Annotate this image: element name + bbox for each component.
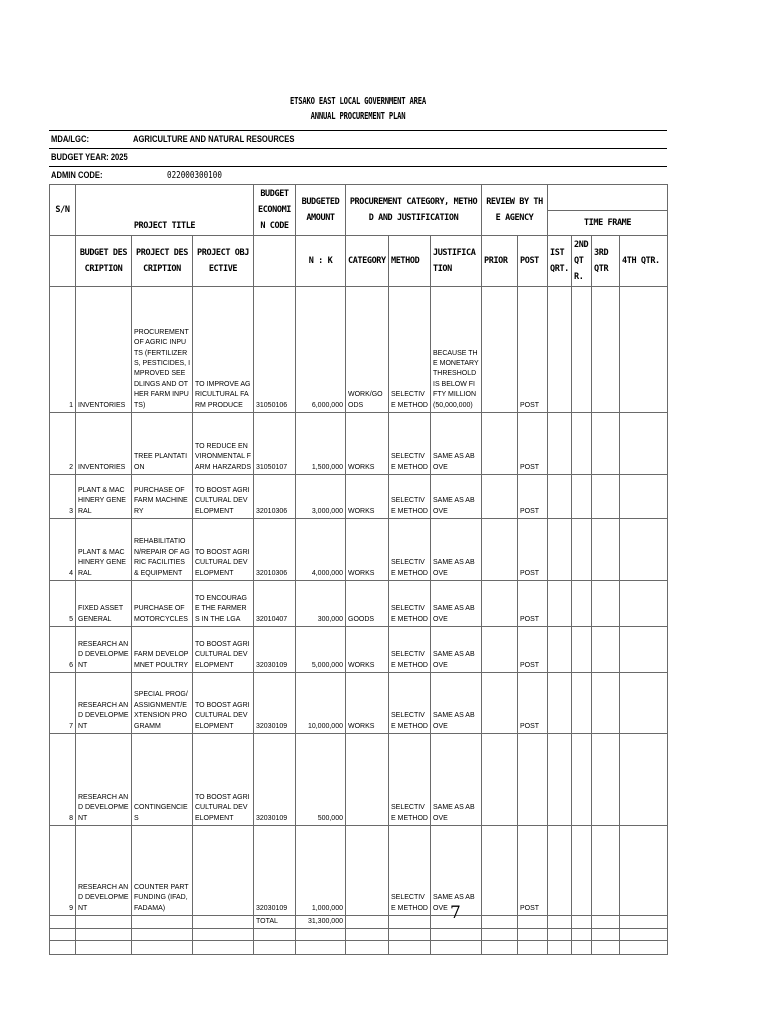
document-header: [49, 94, 667, 124]
q2-cell: [572, 581, 592, 627]
budgeted-amount-header: BUDGETED AMOUNT: [296, 185, 346, 236]
q3-cell: [592, 287, 620, 413]
amount-unit-header: N : K: [296, 236, 346, 287]
justification-cell: BECAUSE THE MONETARY THRESHOLD IS BELOW FIFTY MILLION (50,000,000): [431, 287, 482, 413]
category-header: CATEGORY: [346, 236, 389, 287]
q1-cell: [548, 475, 572, 519]
justification-cell: SAME AS ABOVE: [431, 581, 482, 627]
empty-cell: [76, 941, 132, 955]
prior-header: PRIOR: [482, 236, 518, 287]
empty-cell: [431, 941, 482, 955]
empty-cell: [346, 929, 389, 941]
empty-cell: [431, 929, 482, 941]
header-row-1: [50, 185, 668, 211]
post-header: POST: [518, 236, 548, 287]
prior-cell: [482, 519, 518, 581]
q2-header: 2ND QTR.: [572, 236, 592, 287]
budget-year: BUDGET YEAR: 2025: [51, 152, 128, 163]
project-desc-cell: FARM DEVELOPMNET POULTRY: [132, 627, 193, 673]
prior-cell: [482, 475, 518, 519]
econ-code-cell: 32030109: [254, 734, 296, 826]
q2-cell: [572, 287, 592, 413]
justification-cell: SAME AS ABOVE: [431, 475, 482, 519]
q3-cell: [592, 581, 620, 627]
method-cell: SELECTIVE METHOD: [389, 581, 431, 627]
prior-cell: [482, 673, 518, 734]
mda-row: [49, 130, 667, 149]
prior-cell: [482, 287, 518, 413]
q4-header: 4TH QTR.: [620, 236, 668, 287]
objective-cell: TO ENCOURAGE THE FARMERS IN THE LGA: [193, 581, 254, 627]
budget-desc-cell: RESEARCH AND DEVELOPMENT: [76, 627, 132, 673]
econ-code-cell: 32010306: [254, 519, 296, 581]
method-cell: SELECTIVE METHOD: [389, 475, 431, 519]
justification-cell: SAME AS ABOVE: [431, 627, 482, 673]
project-desc-cell: TREE PLANTATION: [132, 413, 193, 475]
category-cell: WORKS: [346, 475, 389, 519]
econ-code-cell: 32010407: [254, 581, 296, 627]
budget-desc-cell: PLANT & MACHINERY GENERAL: [76, 519, 132, 581]
empty-cell: [620, 916, 668, 929]
objective-cell: TO BOOST AGRICULTURAL DEVELOPMENT: [193, 734, 254, 826]
review-header: REVIEW BY THE AGENCY: [482, 185, 548, 236]
project-title-header: PROJECT TITLE: [76, 185, 254, 236]
post-cell: POST: [518, 627, 548, 673]
empty-cell: [346, 941, 389, 955]
project-objective-header: PROJECT OBJECTIVE: [193, 236, 254, 287]
q4-cell: [620, 519, 668, 581]
amount-cell: 300,000: [296, 581, 346, 627]
objective-cell: TO BOOST AGRICULTURAL DEVELOPMENT: [193, 475, 254, 519]
empty-cell: [518, 929, 548, 941]
amount-cell: 10,000,000: [296, 673, 346, 734]
post-cell: POST: [518, 581, 548, 627]
table-row: [50, 734, 668, 826]
empty-cell: [592, 916, 620, 929]
empty-cell: [132, 929, 193, 941]
q1-cell: [548, 627, 572, 673]
amount-cell: 500,000: [296, 734, 346, 826]
method-cell: SELECTIVE METHOD: [389, 413, 431, 475]
mda-label: MDA/LGC:: [51, 134, 89, 145]
empty-cell: [50, 916, 76, 929]
q3-cell: [592, 413, 620, 475]
q2-cell: [572, 673, 592, 734]
admin-value: 022000300100: [167, 170, 222, 181]
post-cell: POST: [518, 413, 548, 475]
sn-cell: 1: [50, 287, 76, 413]
q4-cell: [620, 413, 668, 475]
q1-cell: [548, 673, 572, 734]
post-cell: [518, 734, 548, 826]
q2-cell: [572, 413, 592, 475]
objective-cell: TO BOOST AGRICULTURAL DEVELOPMENT: [193, 627, 254, 673]
method-header: METHOD: [389, 236, 431, 287]
sn-cell: 9: [50, 826, 76, 916]
table-row: [50, 287, 668, 413]
page-number: 7: [450, 903, 461, 923]
empty-cell: [592, 941, 620, 955]
table-row: [50, 826, 668, 916]
justification-header: JUSTIFICATION: [431, 236, 482, 287]
sn-cell: 2: [50, 413, 76, 475]
empty-cell: [50, 941, 76, 955]
q1-cell: [548, 826, 572, 916]
q4-cell: [620, 475, 668, 519]
objective-cell: TO BOOST AGRICULTURAL DEVELOPMENT: [193, 673, 254, 734]
empty-cell: [50, 929, 76, 941]
empty-row: [50, 941, 668, 955]
prior-cell: [482, 826, 518, 916]
justification-cell: SAME AS ABOVE: [431, 826, 482, 916]
budget-desc-cell: PLANT & MACHINERY GENERAL: [76, 475, 132, 519]
admin-code-row: [49, 166, 667, 185]
q3-cell: [592, 519, 620, 581]
empty-cell: [620, 941, 668, 955]
category-cell: WORKS: [346, 413, 389, 475]
sn-cell: 4: [50, 519, 76, 581]
empty-cell: [132, 941, 193, 955]
empty-cell: [193, 916, 254, 929]
justification-cell: SAME AS ABOVE: [431, 673, 482, 734]
mda-value: AGRICULTURE AND NATURAL RESOURCES: [133, 134, 295, 145]
budget-desc-cell: FIXED ASSET GENERAL: [76, 581, 132, 627]
project-desc-cell: CONTINGENCIES: [132, 734, 193, 826]
q1-cell: [548, 519, 572, 581]
econ-code-header: BUDGET ECONOMIN CODE: [254, 185, 296, 236]
budget-desc-cell: INVENTORIES: [76, 287, 132, 413]
econ-code-cell: 32030109: [254, 627, 296, 673]
empty-cell: [548, 941, 572, 955]
q1-cell: [548, 413, 572, 475]
empty-cell: [482, 916, 518, 929]
project-desc-cell: COUNTER PART FUNDING (IFAD, FADAMA): [132, 826, 193, 916]
q3-cell: [592, 826, 620, 916]
prior-cell: [482, 734, 518, 826]
table-row: [50, 581, 668, 627]
post-cell: POST: [518, 673, 548, 734]
prior-cell: [482, 581, 518, 627]
total-label: TOTAL: [254, 916, 296, 929]
objective-cell: TO BOOST AGRICULTURAL DEVELOPMENT: [193, 519, 254, 581]
prior-cell: [482, 627, 518, 673]
table-row: [50, 413, 668, 475]
q4-cell: [620, 287, 668, 413]
category-cell: WORKS: [346, 519, 389, 581]
empty-cell: [254, 929, 296, 941]
q1-header: IST QRT.: [548, 236, 572, 287]
budget-desc-cell: RESEARCH AND DEVELOPMENT: [76, 673, 132, 734]
sn-cell: 3: [50, 475, 76, 519]
q2-cell: [572, 734, 592, 826]
empty-cell: [518, 941, 548, 955]
justification-cell: SAME AS ABOVE: [431, 519, 482, 581]
q3-cell: [592, 627, 620, 673]
post-cell: POST: [518, 519, 548, 581]
sn-header: S/N: [50, 185, 76, 236]
method-cell: SELECTIVE METHOD: [389, 627, 431, 673]
post-cell: POST: [518, 475, 548, 519]
econ-code-cell: 31050107: [254, 413, 296, 475]
q1-cell: [548, 581, 572, 627]
econ-code-cell: 32030109: [254, 673, 296, 734]
procurement-header: PROCUREMENT CATEGORY, METHOD AND JUSTIFICATION: [346, 185, 482, 236]
sn-cell: 6: [50, 627, 76, 673]
empty-cell: [346, 916, 389, 929]
q4-cell: [620, 627, 668, 673]
q1-cell: [548, 734, 572, 826]
project-desc-cell: PURCHASE OF MOTORCYCLES: [132, 581, 193, 627]
budget-desc-cell: INVENTORIES: [76, 413, 132, 475]
table-row: [50, 475, 668, 519]
category-cell: WORK/GOODS: [346, 287, 389, 413]
method-cell: SELECTIVE METHOD: [389, 287, 431, 413]
objective-cell: TO IMPROVE AGRICULTURAL FARM PRODUCE: [193, 287, 254, 413]
method-cell: SELECTIVE METHOD: [389, 734, 431, 826]
empty-cell: [76, 916, 132, 929]
justification-cell: SAME AS ABOVE: [431, 734, 482, 826]
econ-code-cell: 32030109: [254, 826, 296, 916]
empty-cell: [254, 941, 296, 955]
method-cell: SELECTIVE METHOD: [389, 826, 431, 916]
empty-cell: [518, 916, 548, 929]
amount-cell: 6,000,000: [296, 287, 346, 413]
document-subtitle: ANNUAL PROCUREMENT PLAN: [310, 111, 406, 122]
total-row: [50, 916, 668, 929]
empty-cell: [389, 941, 431, 955]
amount-cell: 5,000,000: [296, 627, 346, 673]
amount-cell: 3,000,000: [296, 475, 346, 519]
empty-cell: [572, 929, 592, 941]
time-frame-header: TIME FRAME: [548, 211, 668, 236]
empty-cell: [572, 941, 592, 955]
table-row: [50, 673, 668, 734]
econ-code-cell: 31050106: [254, 287, 296, 413]
econ-code-cell: 32010306: [254, 475, 296, 519]
category-cell: WORKS: [346, 627, 389, 673]
table-row: [50, 627, 668, 673]
empty-row: [50, 929, 668, 941]
q4-cell: [620, 734, 668, 826]
category-cell: [346, 826, 389, 916]
method-cell: SELECTIVE METHOD: [389, 673, 431, 734]
time-frame-spacer: [548, 185, 668, 211]
project-desc-cell: SPECIAL PROG/ASSIGNMENT/EXTENSION PROGRAMM: [132, 673, 193, 734]
justification-cell: SAME AS ABOVE: [431, 413, 482, 475]
project-desc-cell: REHABILITATION/REPAIR OF AGRIC FACILITIES & EQUIPMENT: [132, 519, 193, 581]
budget-desc-cell: RESEARCH AND DEVELOPMENT: [76, 826, 132, 916]
empty-cell: [193, 941, 254, 955]
q3-header: 3RD QTR: [592, 236, 620, 287]
q2-cell: [572, 826, 592, 916]
amount-cell: 4,000,000: [296, 519, 346, 581]
empty-cell: [482, 929, 518, 941]
document-title: ETSAKO EAST LOCAL GOVERNMENT AREA: [290, 96, 426, 107]
q1-cell: [548, 287, 572, 413]
sn-subheader: [50, 236, 76, 287]
category-cell: WORKS: [346, 673, 389, 734]
q2-cell: [572, 627, 592, 673]
empty-cell: [592, 929, 620, 941]
empty-cell: [548, 916, 572, 929]
sn-cell: 8: [50, 734, 76, 826]
project-description-header: PROJECT DESCRIPTION: [132, 236, 193, 287]
method-cell: SELECTIVE METHOD: [389, 519, 431, 581]
q4-cell: [620, 826, 668, 916]
empty-cell: [572, 916, 592, 929]
budget-year-row: [49, 148, 667, 167]
empty-cell: [620, 929, 668, 941]
amount-cell: 1,000,000: [296, 826, 346, 916]
empty-cell: [132, 916, 193, 929]
q2-cell: [572, 475, 592, 519]
q3-cell: [592, 673, 620, 734]
prior-cell: [482, 413, 518, 475]
project-desc-cell: PROCUREMENT OF AGRIC INPUTS (FERTILIZERS, PESTICIDES, IMPROVED SEEDLINGS AND OTHER FARM INPUTS): [132, 287, 193, 413]
econ-code-subheader: [254, 236, 296, 287]
q2-cell: [572, 519, 592, 581]
table-row: [50, 519, 668, 581]
q4-cell: [620, 581, 668, 627]
empty-cell: [389, 916, 431, 929]
budget-desc-cell: RESEARCH AND DEVELOPMENT: [76, 734, 132, 826]
admin-label: ADMIN CODE:: [51, 170, 103, 181]
procurement-table: [49, 184, 668, 955]
category-cell: [346, 734, 389, 826]
post-cell: POST: [518, 826, 548, 916]
q4-cell: [620, 673, 668, 734]
q3-cell: [592, 734, 620, 826]
empty-cell: [548, 929, 572, 941]
project-desc-cell: PURCHASE OF FARM MACHINERY: [132, 475, 193, 519]
amount-cell: 1,500,000: [296, 413, 346, 475]
sn-cell: 5: [50, 581, 76, 627]
budget-description-header: BUDGET DESCRIPTION: [76, 236, 132, 287]
empty-cell: [296, 929, 346, 941]
category-cell: GOODS: [346, 581, 389, 627]
total-value: 31,300,000: [296, 916, 346, 929]
empty-cell: [296, 941, 346, 955]
empty-cell: [193, 929, 254, 941]
post-cell: POST: [518, 287, 548, 413]
empty-cell: [389, 929, 431, 941]
empty-cell: [482, 941, 518, 955]
empty-cell: [76, 929, 132, 941]
objective-cell: TO REDUCE ENVIRONMENTAL FARM HARZARDS: [193, 413, 254, 475]
objective-cell: [193, 826, 254, 916]
sn-cell: 7: [50, 673, 76, 734]
q3-cell: [592, 475, 620, 519]
header-row-3: [50, 236, 668, 287]
